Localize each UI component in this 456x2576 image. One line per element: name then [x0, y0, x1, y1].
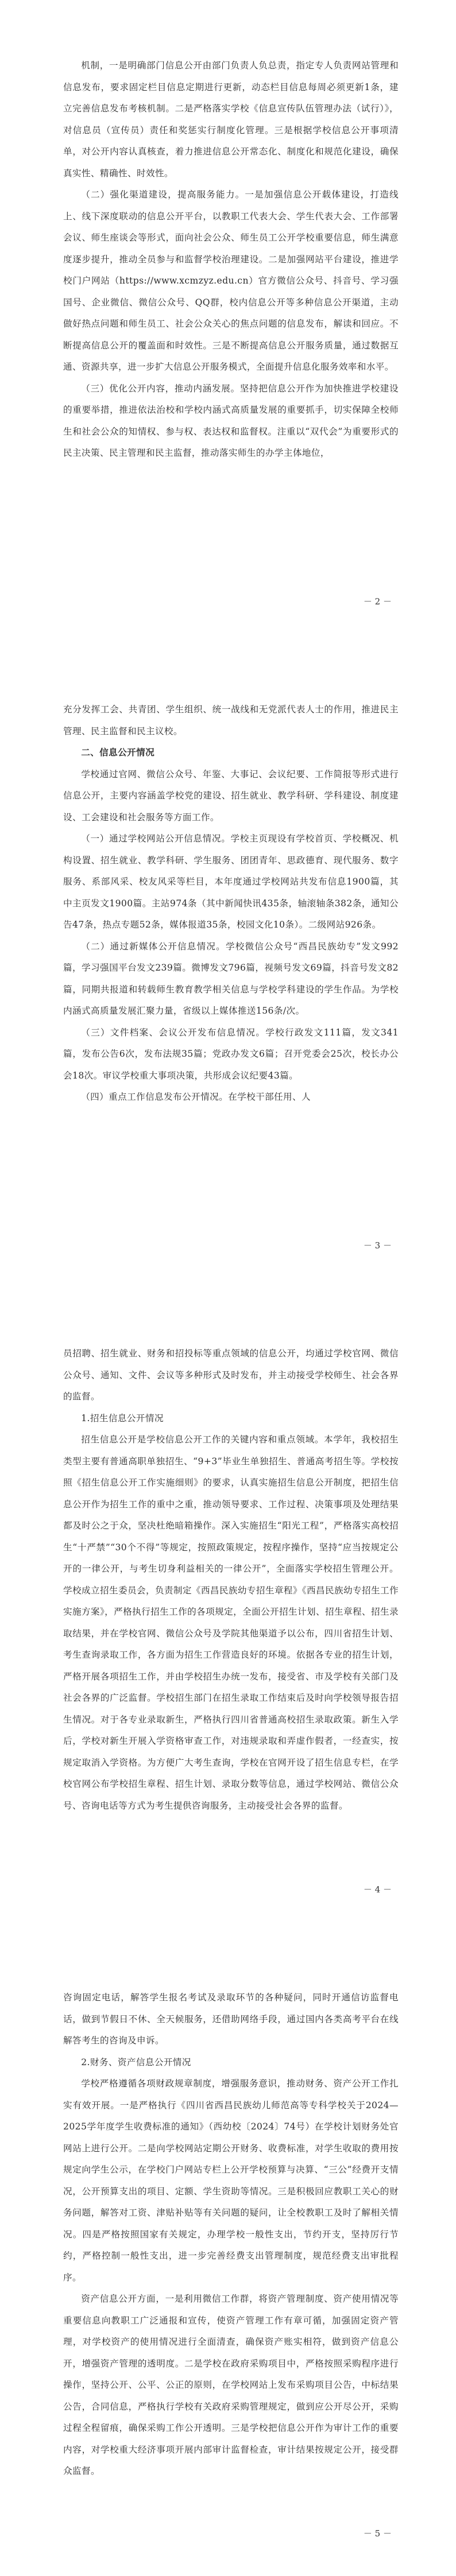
- document-page: [0, 644, 456, 1288]
- body-paragraph: （三）文件档案、会议公开发布信息情况。学校行政发文111篇，发文341篇，发布公告6次，发布法规35篇；党政办发文6篇；召开党委会25次，校长办公会18次。审议学校重大事项决策，共形成会议纪要43篇。: [63, 1027, 399, 1081]
- document-page: [0, 1932, 456, 2576]
- page-body: [63, 1987, 399, 2482]
- section-heading: 二、信息公开情况: [81, 747, 155, 758]
- page-number: － 4 －: [363, 1884, 392, 1895]
- body-paragraph: 资产信息公开方面，一是利用微信工作群，将资产管理制度、资产使用情况等重要信息向教职工广泛通报和宣传，使资产管理工作有章可循，加强固定资产管理，对学校资产的使用情况进行全面清查，确保资产账实相符，做到资产信息公开，增强资产管理的透明度。二是学校在政府采购项目中，严格按照采购程序进行操作，坚持公开、公平、公正的原则，在学校网站上发布采购项目公告，中标结果公告，合同信息，严格执行学校有关政府采购管理规定，做到应公开尽公开，采购过程全程留痕，确保采购工作公开透明。三是学校把信息公开作为审计工作的重要内容，对学校重大经济事项开展内部审计监督检查，审计结果按规定公开，接受群众监督。: [63, 2294, 399, 2476]
- body-paragraph: （二）通过新媒体公开信息情况。学校微信公众号“西昌民族幼专”发文992篇，学习强国平台发文239篇。微博发文796篇，视频号发文69篇，抖音号发文82篇，同期共报道和转载师生教育教学相关信息与学校学科建设的学生作品。为学校内涵式高质量发展汇聚力量，省级以上媒体推送156条/次。: [63, 941, 399, 1016]
- page-body: [63, 1343, 399, 1817]
- page-number: － 2 －: [363, 596, 392, 607]
- page-number: － 3 －: [363, 1240, 392, 1251]
- page-body: [63, 55, 399, 464]
- body-paragraph: （四）重点工作信息发布公开情况。在学校干部任用、人: [81, 1092, 311, 1102]
- body-paragraph: 咨询固定电话，解答学生报名考试及录取环节的各种疑问，同时开通信访监督电话，做到节假日不休、全天候服务，还借助网络手段，通过国内各类高考平台在线解答考生的咨询及申诉。: [63, 1992, 399, 2046]
- body-paragraph: （三）优化公开内容，推动内涵发展。坚持把信息公开作为加快推进学校建设的重要举措，推进依法治校和学校内涵式高质量发展的重要抓手，切实保障全校师生和社会公众的知情权、参与权、表达权和监督权。注重以“双代会”为重要形式的民主决策、民主管理和民主监督，推动落实师生的办学主体地位，: [63, 383, 399, 458]
- body-paragraph: （二）强化渠道建设，提高服务能力。一是加强信息公开载体建设，打造线上、线下深度联动的信息公开平台，以教职工代表大会、学生代表大会、工作部署会议、师生座谈会等形式，面向社会公众、师生员工公开学校重要信息，师生满意度逐步提升，推动全员参与和监督学校治理建设。二是加强网站平台建设，推进学校门户网站（https://www.xcmzyz.edu.cn）官方微信公众号、抖音号、学习强国号、企业微信、微信公众号、QQ群，校内信息公开等多种信息公开渠道，主动做好热点问题和师生员工、社会公众关心的焦点问题的信息发布，解读和回应。不断提高信息公开的覆盖面和时效性。三是不断提高信息公开服务质量，通过数据互通、资源共享，进一步扩大信息公开服务模式，全面提升信息化服务效率和水平。: [63, 189, 399, 372]
- page-body: [63, 699, 399, 1108]
- page-number: － 5 －: [363, 2528, 392, 2539]
- body-paragraph: 员招聘、招生就业、财务和招投标等重点领域的信息公开，均通过学校官网、微信公众号、通知、文件、会议等多种形式及时发布，并主动接受学校师生、社会各界的监督。: [63, 1348, 399, 1402]
- body-paragraph: 机制，一是明确部门信息公开由部门负责人负总责，指定专人负责网站管理和信息发布，要求固定栏目信息定期进行更新，动态栏目信息每周必须更新1条，建立完善信息发布考核机制。二是严格落实学校《信息宣传队伍管理办法（试行）》，对信息员（宣传员）责任和奖惩实行制度化管理。三是根据学校信息公开事项清单，对公开内容认真核查，着力推进信息公开常态化、制度化和规范化建设，确保真实性、精确性、时效性。: [63, 60, 399, 179]
- body-paragraph: 招生信息公开是学校信息公开工作的关键内容和重点领域。本学年，我校招生类型主要有普通高职单独招生、“9+3”毕业生单独招生、普通高考招生等。学校按照《招生信息公开工作实施细则》的要求，认真实施招生信息公开制度，把招生信息公开作为招生工作的重中之重，推动领导要求、工作过程、决策事项及处理结果都及时公之于众，坚决杜绝暗箱操作。深入实施招生“阳光工程”，严格落实高校招生“十严禁”“30个不得”等规定，按照政策规定，按程序操作，坚持“应当按规定公开的一律公开，与考生切身利益相关的一律公开”，全面落实学校招生管理公开。学校成立招生委员会，负责制定《西昌民族幼专招生章程》《西昌民族幼专招生工作实施方案》，严格执行招生工作的各项规定，全面公开招生计划、招生章程、招生录取结果，并在学校官网、微信公众号及学院其他渠道予以公布，四川省招生计划、考生查询录取工作，各方面为招生工作营造良好的环境。依据各专业的招生计划，严格开展各项招生工作，并由学校招生办统一发布，接受省、市及学校有关部门及社会各界的广泛监督。学校招生部门在招生录取工作结束后及时向学校领导报告招生情况。对于各专业录取新生，严格执行四川省普通高校招生录取政策。新生入学后，学校对新生开展入学资格审查工作，对违规录取和弄虚作假者，一经查实，按规定取消入学资格。为方便广大考生查询，学校在官网开设了招生信息专栏，在学校官网公布学校招生章程、招生计划、录取分数等信息，通过学校网站、微信公众号、咨询电话等方式为考生提供咨询服务，主动接受社会各界的监督。: [63, 1434, 399, 1811]
- body-paragraph: 学校通过官网、微信公众号、年鉴、大事记、会议纪要、工作简报等形式进行信息公开，主要内容涵盖学校党的建设、招生就业、教学科研、学科建设、制度建设、工会建设和社会服务等方面工作。: [63, 769, 399, 823]
- document-page: [0, 1288, 456, 1932]
- subsection-heading: 2.财务、资产信息公开情况: [81, 2057, 191, 2067]
- subsection-heading: 1.招生信息公开情况: [81, 1413, 164, 1423]
- body-paragraph: （一）通过学校网站公开信息情况。学校主页现设有学校首页、学校概况、机构设置、招生就业、教学科研、学生服务、团团青年、思政德育、现代服务、数字服务、系部风采、校友风采等栏目，本年度通过学校网站共发布信息1900篇，其中主页发文1900篇。主站974条（其中新闻快讯435条，轴滚轴条382条，通知公告47条，热点专题52条，媒体报道35条，校园文化10条）。二级网站926条。: [63, 833, 399, 930]
- document-page: [0, 0, 456, 644]
- body-paragraph: 学校严格遵循各项财政规章制度，增强服务意识，推动财务、资产公开工作扎实有效开展。一是严格执行《四川省西昌民族幼儿师范高等专科学校关于2024—2025学年度学生收费标准的通知》（西幼校〔2024〕74号）在学校计划财务处官网站上进行公开。二是向学校网站定期公开财务、收费标准，对学生收取的费用按规定向学生公示，在学校门户网站专栏上公开学校预算与决算、“三公”经费开支情况，公开预算支出的项目、定额、学生资助等情况。三是积极回应教职工关心的财务问题，解答对工资、津贴补贴等有关问题的疑问，让全校教职工及时了解相关情况。四是严格按照国家有关规定，办理学校一般性支出，节约开支，坚持厉行节约，严格控制一般性支出，进一步完善经费支出管理制度，规范经费支出审批程序。: [63, 2078, 399, 2283]
- body-paragraph: 充分发挥工会、共青团、学生组织、统一战线和无党派代表人士的作用，推进民主管理、民主监督和民主议校。: [63, 704, 399, 736]
